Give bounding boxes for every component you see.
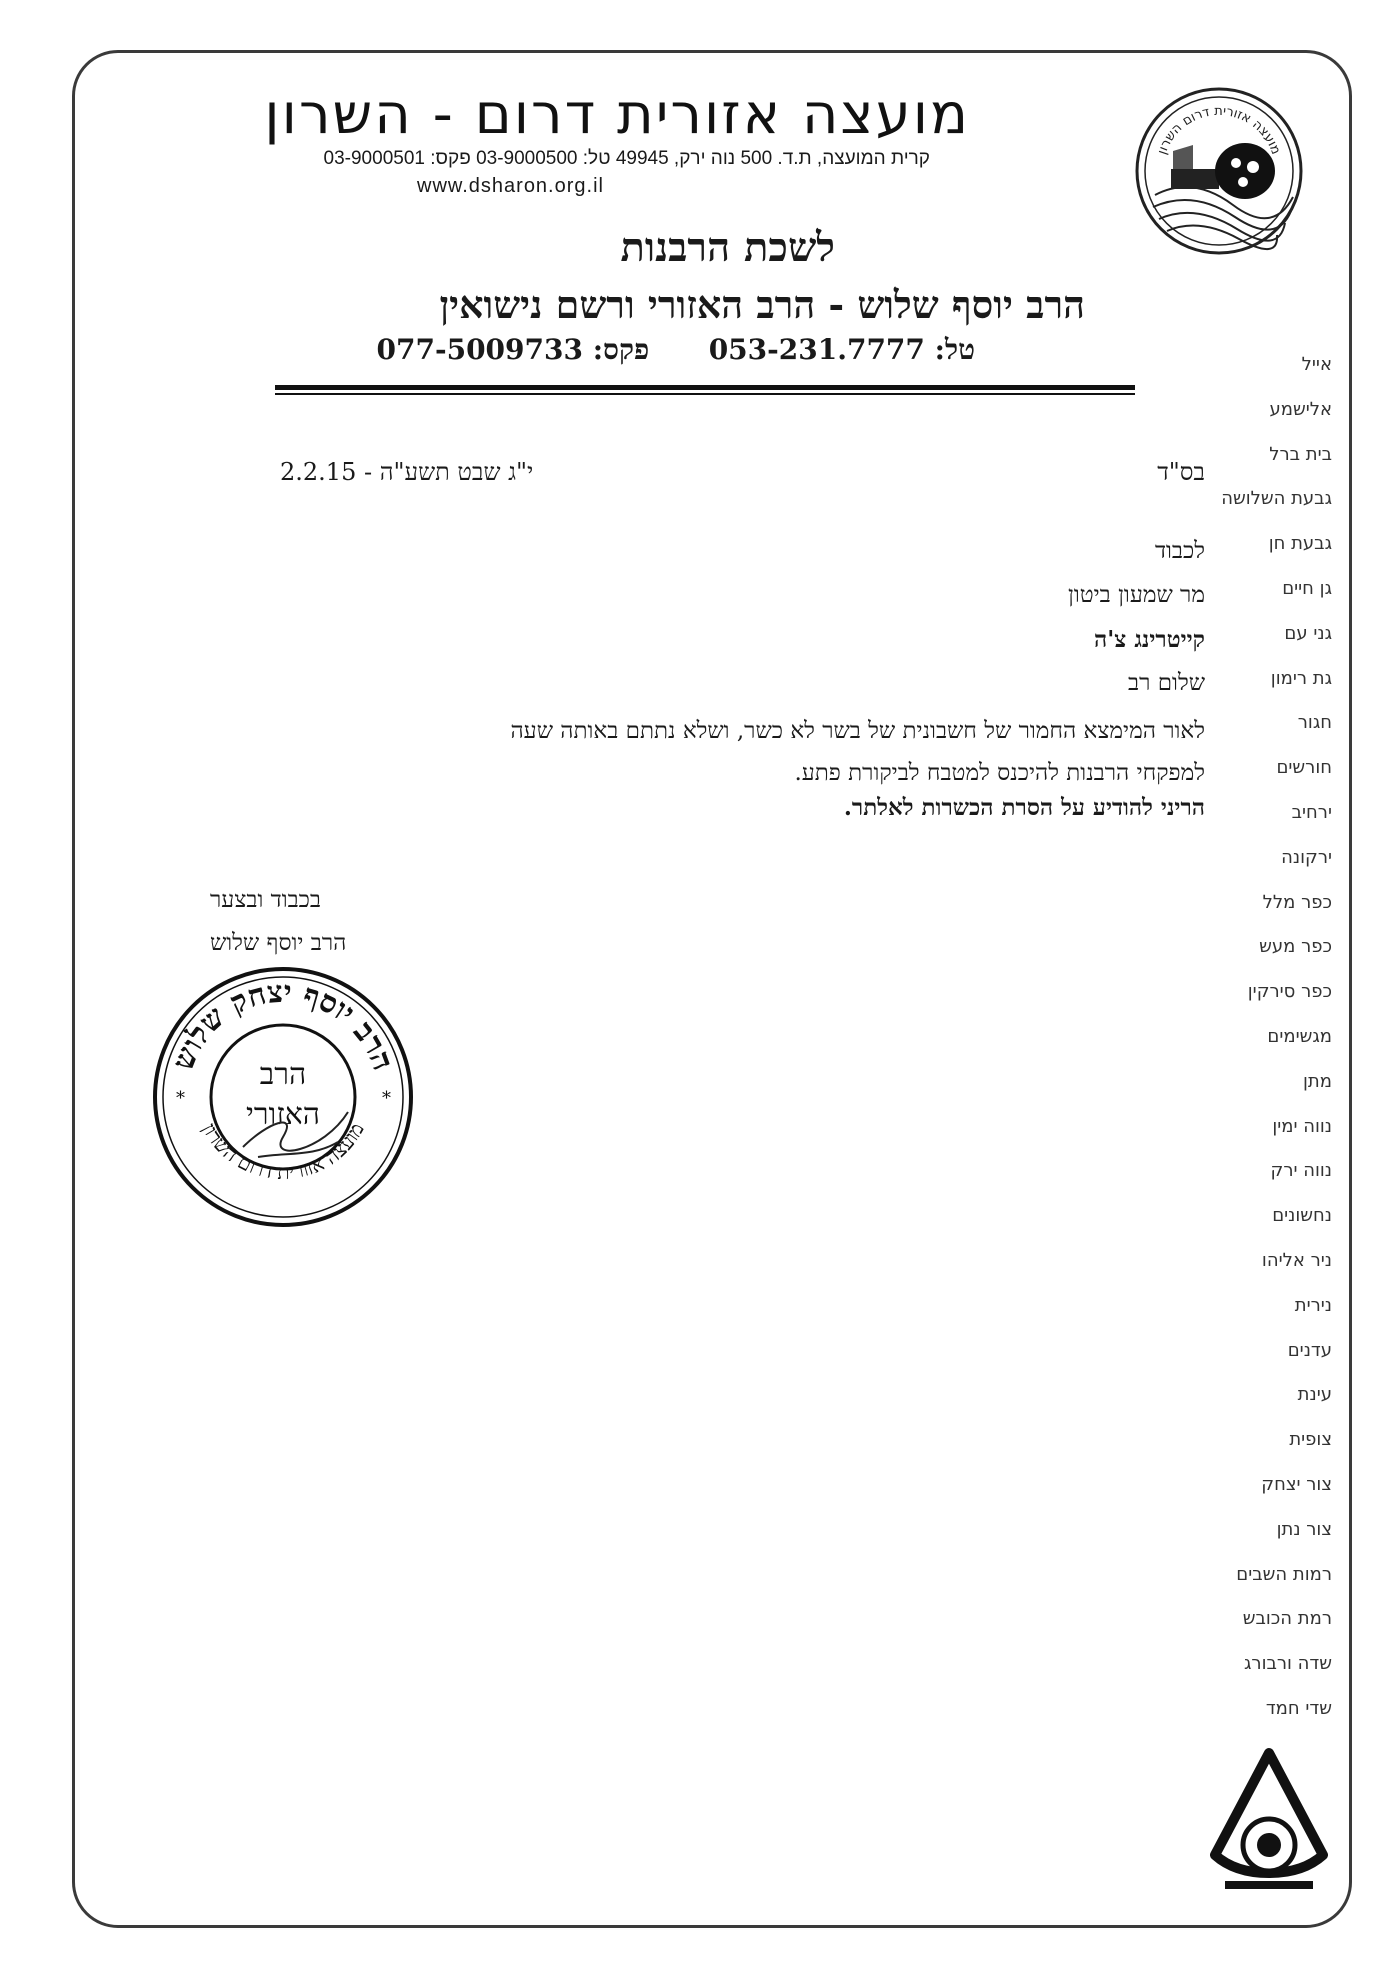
- rabbi-stamp: [148, 962, 418, 1232]
- recipient-company: קייטרינג צ'ה: [1094, 626, 1205, 653]
- fax-number: פקס: 077-5009733: [376, 333, 650, 366]
- settlement-item: עינת: [1297, 1384, 1332, 1406]
- council-address: קרית המועצה, ת.ד. 500 נוה ירק, 49945 טל: 03-9000500 פקס: 03-9000501: [323, 148, 930, 169]
- svg-text:*: *: [382, 1088, 391, 1109]
- stamp-outer-bottom: מועצה אזורית דרום השרון: [197, 1118, 369, 1184]
- standards-institute-logo-icon: [1205, 1745, 1333, 1895]
- header-divider: [275, 385, 1135, 395]
- settlement-item: חגור: [1297, 712, 1332, 734]
- signer-name: הרב יוסף שלוש: [210, 930, 347, 956]
- logo-text: מועצה אזורית דרום השרון: [1154, 103, 1284, 157]
- office-title: לשכת הרבנות: [620, 224, 835, 271]
- letter-body: לאור המימצא החמור של חשבונית של בשר לא כשר, ושלא נתתם באותה שעה למפקחי הרבנות להיכנס למטבח לביקורת פתע.: [510, 718, 1205, 786]
- recipient-name: מר שמעון ביטון: [1068, 582, 1205, 608]
- settlement-item: בית ברל: [1269, 443, 1332, 465]
- settlement-item: מתן: [1303, 1070, 1332, 1092]
- settlement-item: גן חיים: [1282, 577, 1332, 599]
- council-name: מועצה אזורית דרום - השרון: [264, 82, 970, 147]
- contact-line: [377, 333, 975, 367]
- stamp-center-line2: האזורי: [246, 1097, 320, 1132]
- settlement-item: כפר סירקין: [1247, 981, 1332, 1003]
- settlement-item: נווה ירק: [1270, 1160, 1332, 1182]
- settlement-item: נירית: [1294, 1294, 1332, 1316]
- settlement-item: שדה ורבורג: [1243, 1653, 1332, 1675]
- svg-text:*: *: [176, 1088, 185, 1109]
- settlement-item: עדנים: [1287, 1339, 1332, 1361]
- rabbi-title: הרב יוסף שלוש - הרב האזורי ורשם נישואין: [439, 282, 1085, 327]
- salutation: שלום רב: [1128, 670, 1205, 696]
- settlement-item: ירחיב: [1291, 801, 1332, 823]
- settlement-item: נחשונים: [1272, 1205, 1332, 1227]
- settlement-item: גבעת חן: [1268, 533, 1332, 555]
- besd-mark: בס"ד: [1157, 458, 1205, 486]
- settlement-item: כפר מעש: [1259, 936, 1332, 958]
- settlement-item: חורשים: [1276, 757, 1332, 779]
- settlement-item: צור יצחק: [1261, 1473, 1332, 1495]
- settlement-item: ירקונה: [1281, 846, 1332, 868]
- stamp-outer-top: הרב יוסף יצחק שלוש: [165, 974, 401, 1075]
- settlement-item: אייל: [1301, 354, 1332, 375]
- stamp-center-line1: הרב: [259, 1057, 307, 1092]
- closing: בכבוד ובצער: [210, 887, 322, 913]
- settlement-item: גת רימון: [1270, 667, 1332, 689]
- settlement-item: כפר מלל: [1262, 891, 1332, 913]
- settlement-item: רמת הכובש: [1242, 1608, 1332, 1630]
- council-website: www.dsharon.org.il: [417, 175, 604, 197]
- settlement-item: ניר אליהו: [1261, 1249, 1332, 1271]
- phone-number: טל: 053-231.7777: [708, 333, 975, 366]
- settlement-item: גבעת השלושה: [1221, 488, 1332, 510]
- greeting: לכבוד: [1154, 538, 1205, 564]
- settlement-item: רמות השבים: [1236, 1563, 1332, 1585]
- letter-date: י"ג שבט תשע"ה - 2.2.15: [280, 458, 534, 486]
- settlement-item: שדי חמד: [1265, 1697, 1332, 1719]
- settlement-item: צור נתן: [1276, 1518, 1332, 1540]
- settlement-item: אלישמע: [1269, 398, 1332, 420]
- settlement-item: מגשימים: [1267, 1025, 1332, 1047]
- council-logo-icon: [1133, 85, 1305, 257]
- settlement-item: צופית: [1289, 1429, 1332, 1451]
- settlement-item: גני עם: [1284, 622, 1332, 644]
- settlement-item: נווה ימין: [1272, 1115, 1332, 1137]
- revocation-notice: הריני להודיע על הסרת הכשרות לאלתר.: [843, 794, 1205, 821]
